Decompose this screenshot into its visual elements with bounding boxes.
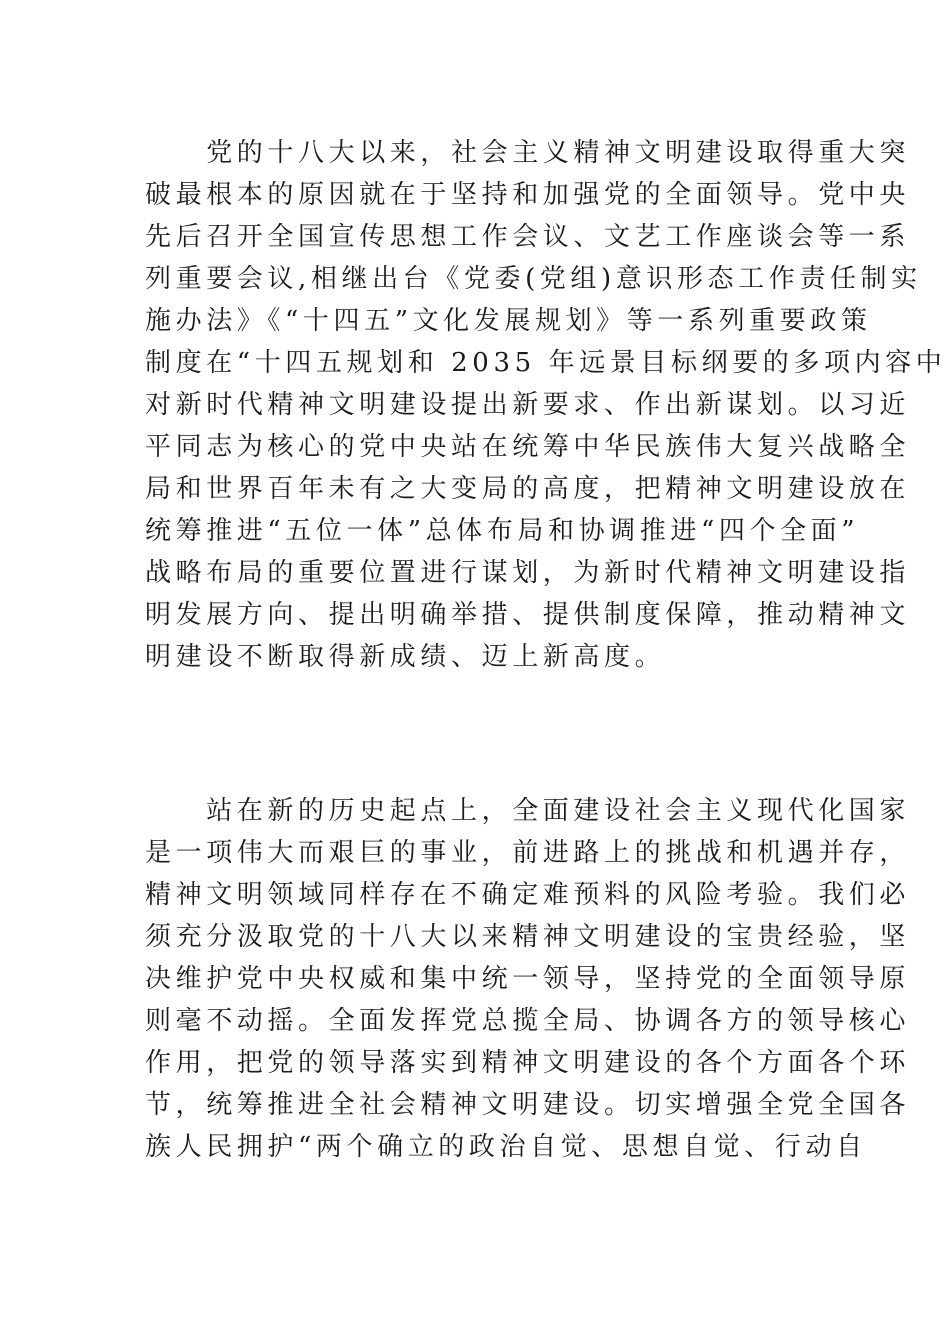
paragraph-1: [145, 132, 947, 678]
paragraph-2: [145, 790, 911, 1168]
text-line: 先后召开全国宣传思想工作会议、文艺工作座谈会等一系: [145, 222, 911, 252]
text-line: 则毫不动摇。全面发挥党总揽全局、协调各方的领导核心: [145, 1006, 911, 1036]
text-line: 制度在“十四五规划和 2035 年远景目标纲要的多项内容中: [145, 348, 947, 378]
text-line: 作用，把党的领导落实到精神文明建设的各个方面各个环: [145, 1048, 911, 1078]
text-line: 党的十八大以来，社会主义精神文明建设取得重大突: [145, 138, 911, 168]
text-line: 统筹推进“五位一体”总体布局和协调推进“四个全面”: [145, 516, 860, 546]
text-line: 战略布局的重要位置进行谋划，为新时代精神文明建设指: [145, 558, 911, 588]
text-line: 节，统筹推进全社会精神文明建设。切实增强全党全国各: [145, 1090, 911, 1120]
text-line: 须充分汲取党的十八大以来精神文明建设的宝贵经验，坚: [145, 922, 911, 952]
text-line: 列重要会议,相继出台《党委(党组)意识形态工作责任制实: [145, 264, 922, 294]
text-line: 站在新的历史起点上，全面建设社会主义现代化国家: [145, 796, 911, 826]
text-line: 明发展方向、提出明确举措、提供制度保障，推动精神文: [145, 600, 911, 630]
text-line: 精神文明领域同样存在不确定难预料的风险考验。我们必: [145, 880, 911, 910]
text-line: 局和世界百年未有之大变局的高度，把精神文明建设放在: [145, 474, 911, 504]
text-line: 施办法》《“十四五”文化发展规划》等一系列重要政策: [145, 306, 872, 336]
text-line: 破最根本的原因就在于坚持和加强党的全面领导。党中央: [145, 180, 911, 210]
text-line: 平同志为核心的党中央站在统筹中华民族伟大复兴战略全: [145, 432, 911, 462]
text-line: 是一项伟大而艰巨的事业，前进路上的挑战和机遇并存，: [145, 838, 911, 868]
text-line: 族人民拥护“两个确立的政治自觉、思想自觉、行动自: [145, 1132, 867, 1162]
text-line: 决维护党中央权威和集中统一领导，坚持党的全面领导原: [145, 964, 911, 994]
text-line: 明建设不断取得新成绩、迈上新高度。: [145, 642, 666, 672]
text-line: 对新时代精神文明建设提出新要求、作出新谋划。以习近: [145, 390, 911, 420]
